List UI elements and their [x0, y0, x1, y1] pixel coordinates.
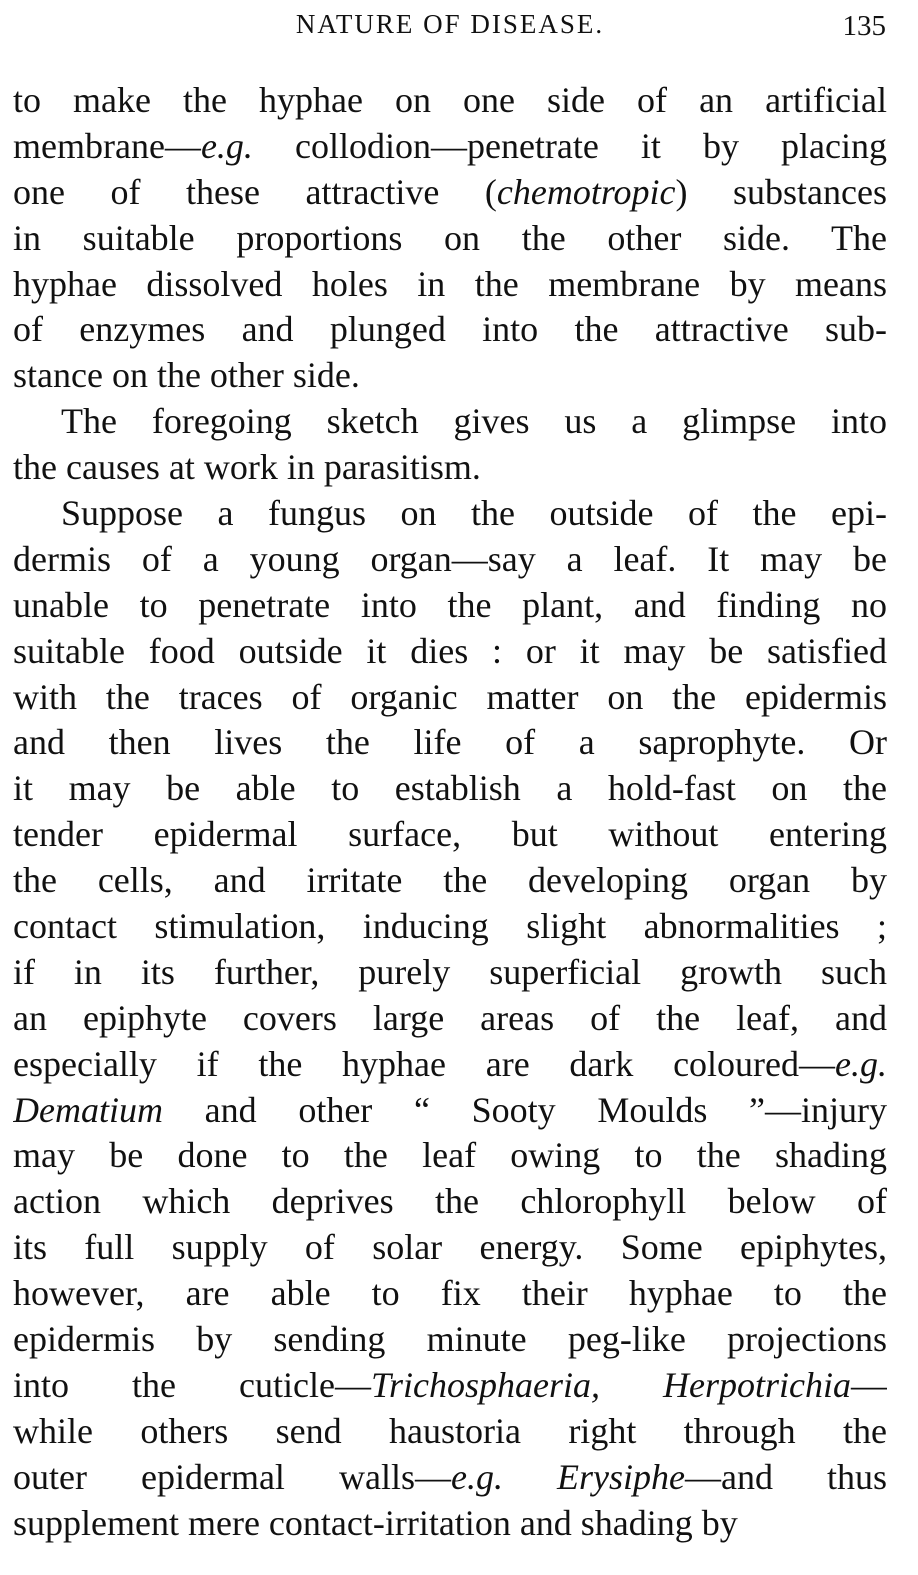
text-run: however, are able to fix their hyphae to the — [13, 1273, 887, 1314]
text-run: its full supply of solar energy. Some epiphytes, — [13, 1227, 887, 1268]
text-run: tender epidermal surface, but without entering — [13, 814, 887, 855]
text-run: if in its further, purely superficial growth such — [13, 951, 887, 992]
text-line — [13, 1225, 887, 1271]
text-run: membrane— — [13, 125, 201, 166]
text-line — [13, 675, 887, 721]
text-run: unable to penetrate into the plant, and finding no — [13, 584, 887, 625]
text-line — [13, 491, 887, 537]
italic-text: chemotropic — [496, 171, 676, 212]
text-run: — — [851, 1364, 887, 1405]
italic-text: Dematium — [13, 1089, 163, 1130]
text-run: especially if the hyphae are dark coloured— — [13, 1043, 836, 1084]
text-run: the cells, and irritate the developing organ by — [13, 860, 887, 901]
text-line — [13, 262, 887, 308]
text-line — [13, 904, 887, 950]
text-run: in suitable proportions on the other side. The — [13, 217, 887, 258]
text-run: dermis of a young organ—say a leaf. It may be — [13, 538, 887, 579]
page-header — [14, 6, 886, 46]
text-line — [13, 1179, 887, 1225]
text-run: hyphae dissolved holes in the membrane by means — [13, 263, 887, 304]
text-run: to make the hyphae on one side of an artificial — [13, 80, 887, 120]
text-line — [13, 216, 887, 262]
text-run: into the cuticle— — [13, 1364, 371, 1405]
text-line — [13, 353, 887, 399]
paragraph — [13, 78, 887, 399]
text-run: collodion—penetrate it by placing — [252, 125, 887, 166]
text-line — [13, 78, 887, 124]
text-run: one of these attractive ( — [13, 171, 497, 212]
text-line — [13, 720, 887, 766]
text-run: Suppose a fungus on the outside of the epi- — [61, 493, 887, 534]
text-line — [13, 1363, 887, 1409]
text-line — [13, 124, 887, 170]
text-run: and then lives the life of a saprophyte. Or — [13, 722, 887, 763]
paragraph — [13, 491, 887, 1546]
text-run: may be done to the leaf owing to the shading — [13, 1135, 887, 1176]
running-title: NATURE OF DISEASE. — [295, 9, 605, 39]
text-run: ) substances — [675, 171, 887, 212]
text-run: epidermis by sending minute peg-like projections — [13, 1319, 887, 1360]
text-run: —and thus — [684, 1456, 887, 1497]
text-run: it may be able to establish a hold-fast on the — [13, 768, 887, 809]
text-line — [13, 1088, 887, 1134]
body-text — [13, 78, 887, 1547]
italic-text: e.g. — [200, 125, 253, 166]
text-line — [13, 1271, 887, 1317]
text-line — [13, 445, 887, 491]
page-number: 135 — [842, 10, 886, 42]
text-line — [13, 1501, 887, 1547]
text-run: and other “ Sooty Moulds ”—injury — [162, 1089, 887, 1130]
text-line — [13, 812, 887, 858]
italic-text: Trichosphaeria, Herpotrichia — [370, 1364, 851, 1405]
text-run: supplement mere contact-irritation and shading by — [13, 1502, 738, 1543]
text-line — [13, 629, 887, 675]
paragraph — [13, 399, 887, 491]
text-run: suitable food outside it dies : or it may be satisfied — [13, 630, 887, 671]
text-run: while others send haustoria right through the — [13, 1410, 887, 1451]
text-run: The foregoing sketch gives us a glimpse into — [61, 401, 887, 442]
text-line — [13, 1409, 887, 1455]
text-line — [13, 170, 887, 216]
text-line — [13, 1455, 887, 1501]
text-run: outer epidermal walls— — [13, 1456, 451, 1497]
text-run: contact stimulation, inducing slight abnormalities ; — [13, 906, 887, 947]
text-run: stance on the other side. — [13, 355, 360, 396]
text-line — [13, 537, 887, 583]
text-line — [13, 858, 887, 904]
text-line — [13, 1133, 887, 1179]
italic-text: e.g. — [835, 1043, 887, 1084]
text-run: with the traces of organic matter on the epidermis — [13, 676, 887, 717]
text-run: action which deprives the chlorophyll below of — [13, 1181, 887, 1222]
text-line — [13, 996, 887, 1042]
text-line — [13, 583, 887, 629]
text-run: of enzymes and plunged into the attractive sub- — [13, 309, 887, 350]
text-line — [13, 399, 887, 445]
text-run: the causes at work in parasitism. — [13, 447, 481, 488]
text-line — [13, 307, 887, 353]
text-line — [13, 1317, 887, 1363]
text-run: an epiphyte covers large areas of the leaf, and — [13, 997, 887, 1038]
text-line — [13, 766, 887, 812]
italic-text: e.g. Erysiphe — [450, 1456, 685, 1497]
text-line — [13, 950, 887, 996]
text-line — [13, 1042, 887, 1088]
